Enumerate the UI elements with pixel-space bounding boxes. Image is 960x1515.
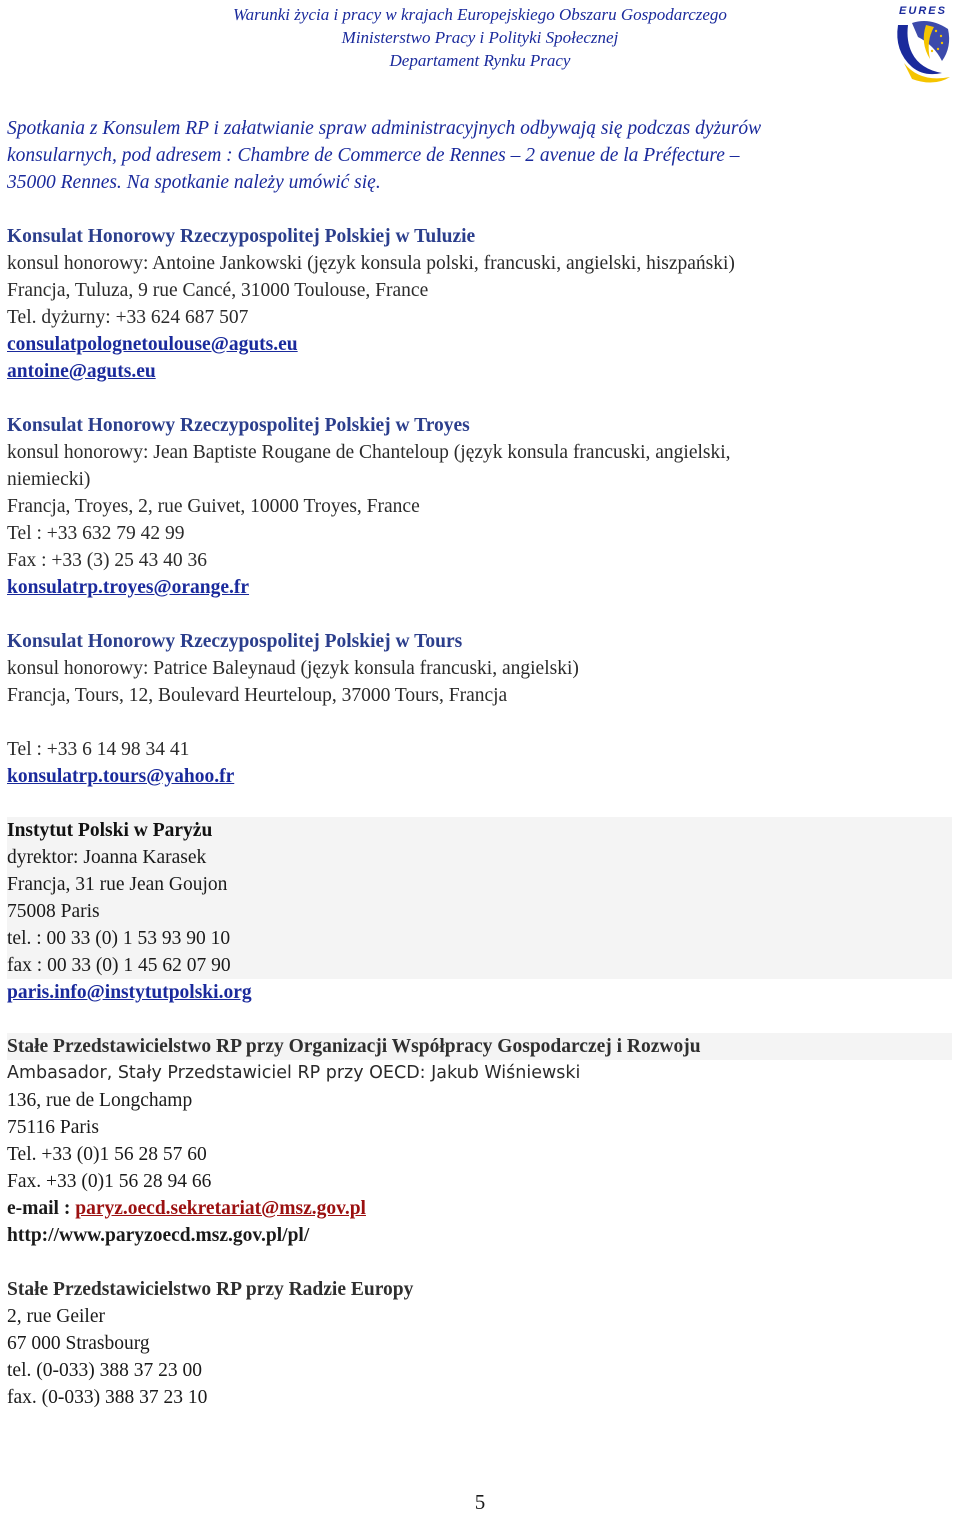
oecd-email-label: e-mail : [7,1198,76,1219]
header-line-1: Warunki życia i pracy w krajach Europejskiego Obszaru Gospodarczego [233,5,727,24]
toulouse-consul: konsul honorowy: Antoine Jankowski (język konsula polski, francuski, angielski, hiszpański) [7,253,735,274]
council-of-europe-section [7,1276,952,1411]
polish-institute-section [7,817,952,979]
troyes-address: Francja, Troyes, 2, rue Guivet, 10000 Troyes, France [7,496,420,517]
tours-consul: konsul honorowy: Patrice Baleynaud (język konsula francuski, angielski) [7,658,579,679]
oecd-ambassador: Ambasador, Stały Przedstawiciel RP przy OECD: Jakub Wiśniewski [7,1063,581,1083]
oecd-phone: Tel. +33 (0)1 56 28 57 60 [7,1144,207,1165]
troyes-consul-line-2: niemiecki) [7,469,91,490]
toulouse-email-link-2[interactable]: antoine@aguts.eu [7,361,156,382]
troyes-phone: Tel : +33 632 79 42 99 [7,523,185,544]
oecd-title: Stałe Przedstawicielstwo RP przy Organizacji Współpracy Gospodarczej i Rozwoju [7,1033,952,1060]
oecd-address-2: 75116 Paris [7,1117,99,1138]
tours-phone: Tel : +33 6 14 98 34 41 [7,739,190,760]
intro-line-1: Spotkania z Konsulem RP i załatwianie spraw administracyjnych odbywają się podczas dyżurów [7,118,762,139]
header-text [140,3,820,72]
tours-title: Konsulat Honorowy Rzeczypospolitej Polskiej w Tours [7,631,463,652]
institute-title: Instytut Polski w Paryżu [7,820,213,841]
oecd-email-link[interactable]: paryz.oecd.sekretariat@msz.gov.pl [75,1198,366,1219]
document-body [7,115,952,1411]
institute-director: dyrektor: Joanna Karasek [7,847,207,868]
tours-email-link[interactable]: konsulatrp.tours@yahoo.fr [7,766,235,787]
header-line-3: Departament Rynku Pracy [389,51,571,70]
institute-address-1: Francja, 31 rue Jean Goujon [7,874,228,895]
page-header [0,3,960,75]
intro-line-3: 35000 Rennes. Na spotkanie należy umówić się. [7,172,381,193]
intro-line-2: konsularnych, pod adresem : Chambre de Commerce de Rennes – 2 avenue de la Préfecture – [7,145,740,166]
oecd-website-link[interactable]: http://www.paryzoecd.msz.gov.pl/pl/ [7,1225,310,1246]
toulouse-address: Francja, Tuluza, 9 rue Cancé, 31000 Toulouse, France [7,280,429,301]
tours-address: Francja, Tours, 12, Boulevard Heurteloup, 37000 Tours, Francja [7,685,508,706]
troyes-consul-line-1: konsul honorowy: Jean Baptiste Rougane de Chanteloup (język konsula francuski, angielski, [7,442,731,463]
oecd-fax: Fax. +33 (0)1 56 28 94 66 [7,1171,212,1192]
troyes-title: Konsulat Honorowy Rzeczypospolitej Polskiej w Troyes [7,415,470,436]
council-address-1: 2, rue Geiler [7,1306,105,1327]
institute-phone: tel. : 00 33 (0) 1 53 93 90 10 [7,928,231,949]
toulouse-title: Konsulat Honorowy Rzeczypospolitej Polskiej w Tuluzie [7,226,476,247]
page-number: 5 [474,1490,486,1514]
council-phone: tel. (0-033) 388 37 23 00 [7,1360,202,1381]
council-fax: fax. (0-033) 388 37 23 10 [7,1387,208,1408]
eures-logo [890,3,956,83]
header-line-2: Ministerstwo Pracy i Polityki Społecznej [341,28,619,47]
council-title: Stałe Przedstawicielstwo RP przy Radzie Europy [7,1279,414,1300]
toulouse-phone: Tel. dyżurny: +33 624 687 507 [7,307,249,328]
eures-logo-text: EURES [899,5,947,17]
council-address-2: 67 000 Strasbourg [7,1333,150,1354]
intro-paragraph [7,115,952,196]
institute-fax: fax : 00 33 (0) 1 45 62 07 90 [7,955,231,976]
institute-email-link[interactable]: paris.info@instytutpolski.org [7,982,252,1003]
troyes-fax: Fax : +33 (3) 25 43 40 36 [7,550,208,571]
troyes-consulate-section [7,412,952,601]
troyes-email-link[interactable]: konsulatrp.troyes@orange.fr [7,577,250,598]
tours-consulate-section [7,628,952,790]
oecd-mission-section [7,1033,952,1249]
toulouse-email-link-1[interactable]: consulatpolognetoulouse@aguts.eu [7,334,298,355]
toulouse-consulate-section [7,223,952,385]
institute-address-2: 75008 Paris [7,901,100,922]
oecd-address-1: 136, rue de Longchamp [7,1090,193,1111]
